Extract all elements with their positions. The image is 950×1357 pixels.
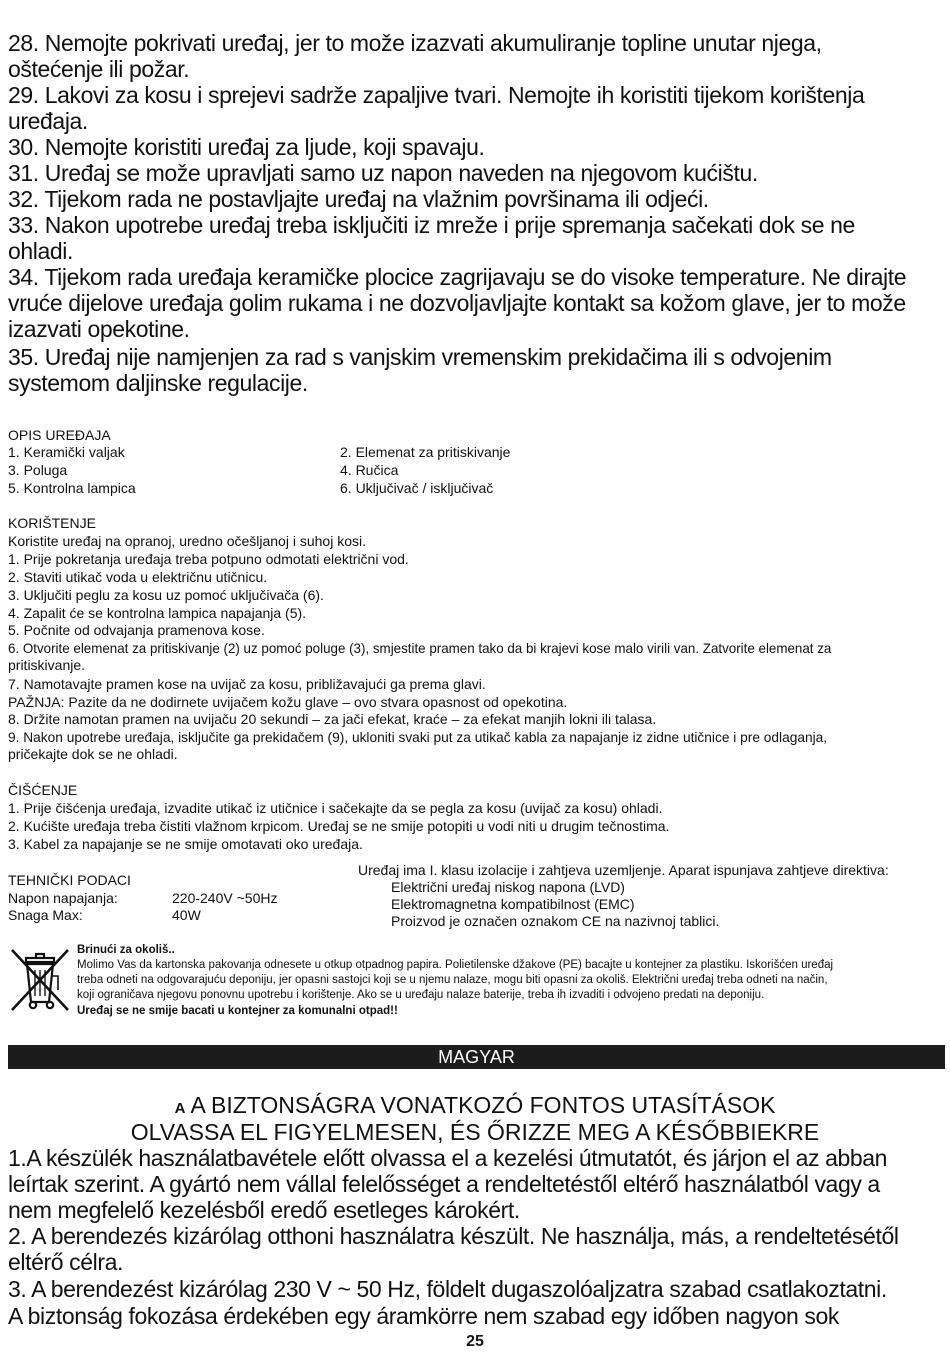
environment-warning: Uređaj se ne smije bacati u kontejner za komunalni otpad!! [77, 1005, 398, 1017]
hu-line: 2. A berendezés kizárólag otthoni használatra készült. Ne használja, más, a rendeltetésétől [8, 1223, 899, 1249]
usage-line: 7. Namotavajte pramen kose na uvijač za kosu, približavajući ga prema glavi. [8, 676, 486, 692]
usage-line: Koristite uređaj na opranoj, uredno očešljanoj i suhoj kosi. [8, 533, 366, 549]
usage-line: 2. Staviti utikač voda u električnu utičnicu. [8, 569, 268, 585]
part-item: 4. Ručica [340, 462, 399, 478]
compliance-item: Elektromagnetna kompatibilnost (EMC) [391, 896, 635, 912]
compliance-intro: Uređaj ima I. klasu izolacije i zahtjeva uzemljenje. Aparat ispunjava zahtjeve direktiva: [358, 862, 889, 878]
safety-line: uređaja. [8, 108, 88, 134]
usage-line: pričekajte dok se ne ohladi. [8, 746, 178, 762]
hu-title-text: A BIZTONSÁGRA VONATKOZÓ FONTOS UTASÍTÁSOK [190, 1092, 776, 1118]
usage-line: 9. Nakon upotrebe uređaja, isključite ga prekidačem (9), ukloniti svaki put za utikač kabla za napajanje iz zidne utičnice i pre odlaganja, [8, 729, 828, 745]
page-number: 25 [466, 1333, 484, 1350]
safety-line: 28. Nemojte pokrivati uređaj, jer to može izazvati akumuliranje topline unutar njega, [8, 30, 822, 56]
cleaning-line: 2. Kućište uređaja treba čistiti vlažnom krpicom. Uređaj se ne smije potopiti u vodi niti u drugim tečnostima. [8, 818, 670, 834]
environment-line: koji ograničava njegovu ponovnu upotrebu i korištenje. Ako se u uređaju nalaze baterije, treba ih izvaditi i odvojeno predati na deponiju. [77, 989, 765, 1001]
safety-line: oštećenje ili požar. [8, 56, 190, 82]
hu-title-line1 [0, 1092, 950, 1122]
environment-line: Molimo Vas da kartonska pakovanja odnesete u otkup otpadnog papira. Polietilenske džakove (PE) bacajte u kontejner za plastiku. Iskorišćen uređaj [77, 959, 834, 971]
safety-line: 29. Lakovi za kosu i sprejevi sadrže zapaljive tvari. Nemojte ih koristiti tijekom korištenja [8, 82, 865, 108]
usage-line: PAŽNJA: Pazite da ne dodirnete uvijačem kožu glave – ovo stvara opasnost od opekotina. [8, 694, 568, 710]
section-heading: KORIŠTENJE [8, 515, 96, 531]
usage-line: 6. Otvorite elemenat za pritiskivanje (2) uz pomoć poluge (3), smjestite pramen tako da bi krajevi kose malo virili van. Zatvorite elemenat za [8, 640, 832, 656]
compliance-item: Proizvod je označen oznakom CE na nazivnoj tablici. [391, 913, 720, 929]
part-item: 5. Kontrolna lampica [8, 480, 136, 496]
weee-bin-icon [8, 944, 72, 1020]
tech-label: Napon napajanja: [8, 890, 118, 906]
safety-line: 32. Tijekom rada ne postavljajte uređaj na vlažnim površinama ili odjeći. [8, 186, 709, 212]
hu-line: A biztonság fokozása érdekében egy áramkörre nem szabad egy időben nagyon sok [8, 1303, 839, 1329]
environment-line: treba odneti na odgovarajuću deponiju, jer opasni sastojci koji se u njemu nalaze, mogu biti opasni za okoliš. Električni uređaj treba odneti na način, [77, 974, 828, 986]
safety-line: vruće dijelove uređaja golim rukama i ne dozvoljavljajte kontakt sa kožom glave, jer to može [8, 290, 906, 316]
safety-line: systemom daljinske regulacije. [8, 370, 308, 396]
tech-value: 220-240V ~50Hz [172, 890, 278, 906]
hu-line: eltérő célra. [8, 1249, 123, 1275]
usage-line: 1. Prije pokretanja uređaja treba potpuno odmotati električni vod. [8, 551, 409, 567]
tech-label: Snaga Max: [8, 907, 83, 923]
environment-title: Brinući za okoliš.. [77, 944, 175, 956]
safety-line: izazvati opekotine. [8, 316, 190, 342]
compliance-item: Električni uređaj niskog napona (LVD) [391, 879, 625, 895]
cleaning-line: 1. Prije čišćenja uređaja, izvadite utikač iz utičnice i sačekajte da se pegla za kosu (uvijač za kosu) ohladi. [8, 800, 663, 816]
safety-line: 33. Nakon upotrebe uređaj treba isključiti iz mreže i prije spremanja sačekati dok se ne [8, 212, 855, 238]
safety-line: 35. Uređaj nije namjenjen za rad s vanjskim vremenskim prekidačima ili s odvojenim [8, 344, 832, 370]
usage-line: 5. Počnite od odvajanja pramenova kose. [8, 622, 265, 638]
usage-line: 3. Uključiti peglu za kosu uz pomoć uključivača (6). [8, 587, 324, 603]
hu-line: 1.A készülék használatbavétele előtt olvassa el a kezelési útmutatót, és járjon el az abban [8, 1145, 888, 1171]
part-item: 6. Uključivač / isključivač [340, 480, 494, 496]
tech-value: 40W [172, 907, 201, 923]
part-item: 2. Elemenat za pritiskivanje [340, 444, 511, 460]
safety-line: 31. Uređaj se može upravljati samo uz napon naveden na njegovom kućištu. [8, 160, 758, 186]
hu-line: 3. A berendezést kizárólag 230 V ~ 50 Hz, földelt dugaszolóaljzatra szabad csatlakoztatni. [8, 1276, 887, 1302]
language-bar [8, 1045, 945, 1069]
usage-line: pritiskivanje. [8, 657, 86, 673]
part-item: 1. Keramički valjak [8, 444, 125, 460]
warning-sign-icon: A [174, 1100, 186, 1117]
language-label: MAGYAR [438, 1047, 515, 1067]
safety-line: ohladi. [8, 238, 73, 264]
usage-line: 4. Zapalit će se kontrolna lampica napajanja (5). [8, 605, 307, 621]
cleaning-line: 3. Kabel za napajanje se ne smije omotavati oko uređaja. [8, 836, 363, 852]
hu-line: nem megfelelő kezelésből eredő esetleges károkért. [8, 1197, 520, 1223]
safety-line: 34. Tijekom rada uređaja keramičke plocice zagrijavaju se do visoke temperature. Ne dirajte [8, 264, 907, 290]
hu-line: leírtak szerint. A gyártó nem vállal felelősséget a rendeltetéstől eltérő használatból vagy a [8, 1171, 880, 1197]
section-heading: ČIŠĆENJE [8, 782, 78, 798]
section-heading: OPIS UREĐAJA [8, 427, 111, 443]
safety-line: 30. Nemojte koristiti uređaj za ljude, koji spavaju. [8, 134, 485, 160]
section-heading: TEHNIČKI PODACI [8, 872, 131, 888]
usage-line: 8. Držite namotan pramen na uvijaču 20 sekundi – za jači efekat, kraće – za efekat manjih lokni ili talasa. [8, 711, 657, 727]
hu-title-line2: OLVASSA EL FIGYELMESEN, ÉS ŐRIZZE MEG A KÉSŐBBIEKRE [130, 1119, 820, 1145]
part-item: 3. Poluga [8, 462, 68, 478]
